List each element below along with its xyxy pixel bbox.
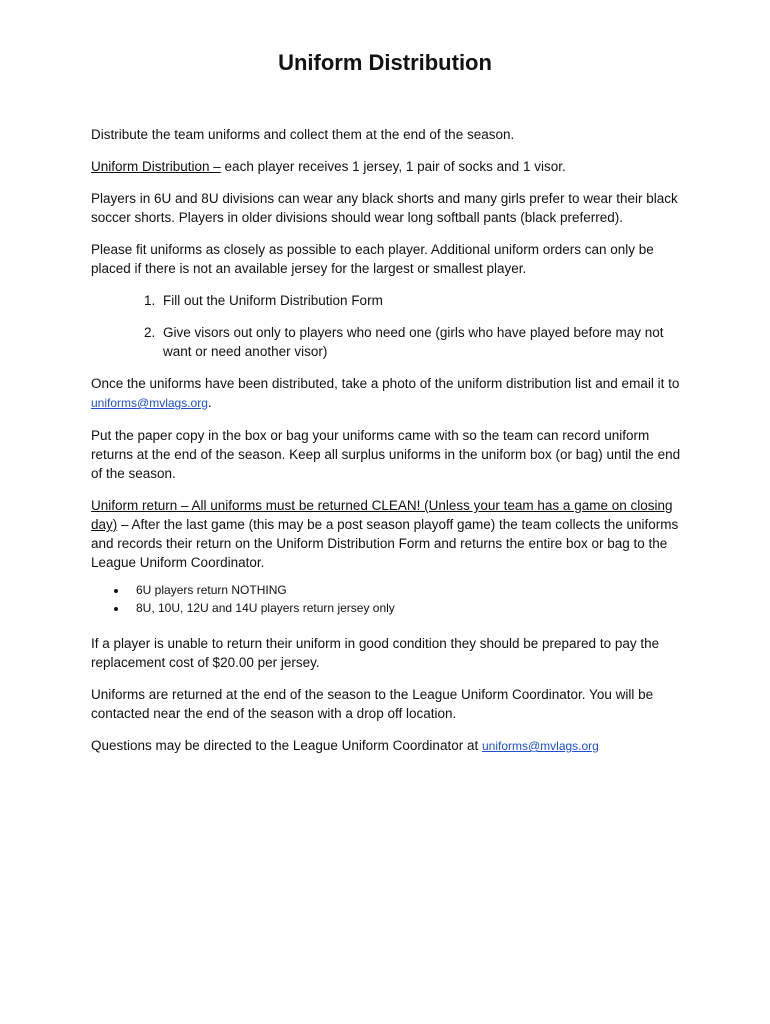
- questions-paragraph: [91, 736, 686, 756]
- photo-end: .: [207, 395, 212, 410]
- distribution-paragraph: [91, 157, 686, 176]
- step-item: 1. Fill out the Uniform Distribution Form: [159, 291, 686, 310]
- distribution-label: Uniform Distribution –: [91, 159, 221, 174]
- questions-text: Questions may be directed to the League Uniform Coordinator at: [91, 738, 482, 753]
- page-title: Uniform Distribution: [278, 50, 492, 75]
- condition-paragraph: If a player is unable to return their uniform in good condition they should be prepared to pay the replacement cost of $20.00 per jersey.: [91, 636, 660, 670]
- return-text: After the last game (this may be a post season playoff game) the team collects the uniforms and records their return on the Uniform Distribution Form and returns the entire box or bag to the League Uniform Coordinator.: [91, 517, 679, 570]
- distribution-text: each player receives 1 jersey, 1 pair of socks and 1 visor.: [220, 159, 566, 174]
- paper-paragraph: Put the paper copy in the box or bag your uniforms came with so the team can record uniform returns at the end of the season. Keep all surplus uniforms in the uniform box (or bag) until the end of the season.: [91, 428, 681, 481]
- return-rules-list: [91, 581, 686, 617]
- return-dash: –: [117, 517, 132, 532]
- steps-list: [91, 291, 686, 361]
- fit-paragraph: Please fit uniforms as closely as possible to each player. Additional uniform orders can only be placed if there is not an available jersey for the largest or smallest player.: [91, 242, 654, 276]
- intro-paragraph: Distribute the team uniforms and collect them at the end of the season.: [91, 127, 515, 142]
- return-label: Uniform return – All uniforms must be returned CLEAN! (Unless your team has a game on closing day): [91, 498, 673, 532]
- returned-paragraph: Uniforms are returned at the end of the season to the League Uniform Coordinator. You will be contacted near the end of the season with a drop off location.: [91, 687, 654, 721]
- shorts-paragraph: Players in 6U and 8U divisions can wear any black shorts and many girls prefer to wear their black soccer shorts. Players in older divisions should wear long softball pants (black preferred).: [91, 191, 678, 225]
- photo-paragraph: [91, 374, 686, 413]
- step-item: 2. Give visors out only to players who need one (girls who have played before may not want or need another visor): [159, 323, 686, 361]
- list-item: • 8U, 10U, 12U and 14U players return jersey only: [128, 599, 686, 617]
- document-body: [91, 125, 686, 769]
- return-paragraph: [91, 496, 686, 572]
- email-link[interactable]: uniforms@mvlags.org: [481, 739, 599, 753]
- list-item: • 6U players return NOTHING: [128, 581, 686, 599]
- photo-text: Once the uniforms have been distributed, take a photo of the uniform distribution list and email it to: [91, 376, 680, 391]
- email-link[interactable]: uniforms@mvlags.org: [91, 396, 208, 410]
